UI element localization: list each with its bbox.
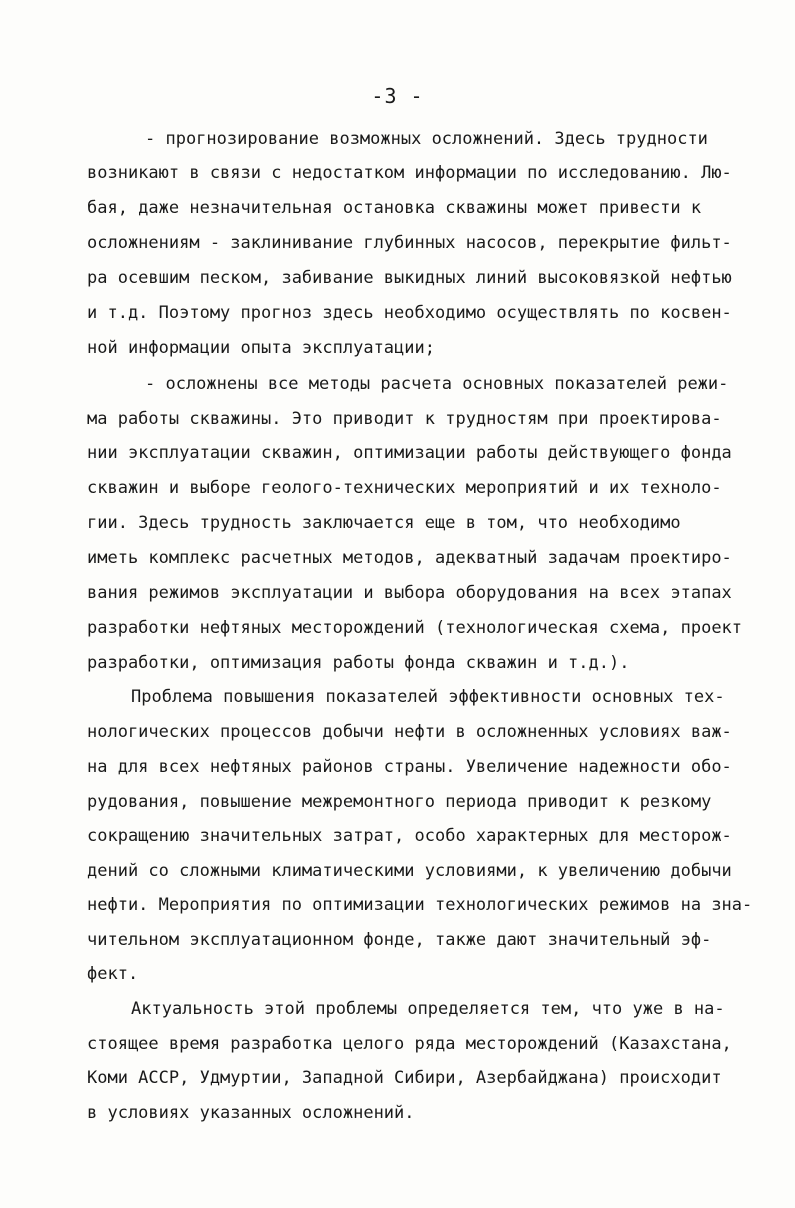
text-line: вания режимов эксплуатации и выбора оборудования на всех этапах	[87, 583, 732, 603]
text-line: - осложнены все методы расчета основных показателей режи-	[145, 374, 729, 394]
text-line: на для всех нефтяных районов страны. Увеличение надежности обо-	[87, 757, 732, 777]
text-line: разработки, оптимизация работы фонда скважин и т.д.).	[87, 653, 630, 673]
text-line: нефти. Мероприятия по оптимизации технологических режимов на зна-	[87, 895, 753, 915]
text-line: сокращению значительных затрат, особо характерных для месторож-	[87, 826, 732, 846]
text-line: чительном эксплуатационном фонде, также дают значительный эф-	[87, 930, 712, 950]
text-line: и т.д. Поэтому прогноз здесь необходимо осуществлять по косвен-	[87, 303, 732, 323]
text-line: нологических процессов добычи нефти в осложненных условиях важ-	[87, 722, 732, 742]
text-line: стоящее время разработка целого ряда месторождений (Казахстана,	[87, 1034, 732, 1054]
text-line: иметь комплекс расчетных методов, адекватный задачам проектиро-	[87, 548, 732, 568]
text-line: Актуальность этой проблемы определяется тем, что уже в на-	[131, 999, 725, 1019]
text-line: осложнениям - заклинивание глубинных насосов, перекрытие фильт-	[87, 233, 732, 253]
text-line: бая, даже незначительная остановка скважины может привести к	[87, 198, 702, 218]
text-line: ной информации опыта эксплуатации;	[87, 338, 435, 358]
text-line: скважин и выборе геолого-технических мероприятий и их техноло-	[87, 478, 722, 498]
text-line: рудования, повышение межремонтного периода приводит к резкому	[87, 792, 712, 812]
text-line: - прогнозирование возможных осложнений. Здесь трудности	[145, 129, 708, 149]
text-line: в условиях указанных осложнений.	[87, 1103, 415, 1123]
text-line: Коми АССР, Удмуртии, Западной Сибири, Азербайджана) происходит	[87, 1068, 722, 1088]
text-line: ма работы скважины. Это приводит к трудностям при проектирова-	[87, 409, 722, 429]
text-line: Проблема повышения показателей эффективности основных тех-	[131, 687, 725, 707]
text-line: нии эксплуатации скважин, оптимизации работы действующего фонда	[87, 443, 732, 463]
text-line: фект.	[87, 964, 139, 984]
text-line: возникают в связи с недостатком информации по исследованию. Лю-	[87, 163, 732, 183]
text-line: гии. Здесь трудность заключается еще в том, что необходимо	[87, 513, 681, 533]
text-line: ра осевшим песком, забивание выкидных линий высоковязкой нефтью	[87, 268, 732, 288]
page-number: -3 -	[371, 84, 424, 108]
text-line: разработки нефтяных месторождений (технологическая схема, проект	[87, 618, 743, 638]
text-line: дений со сложными климатическими условиями, к увеличению добычи	[87, 861, 732, 881]
